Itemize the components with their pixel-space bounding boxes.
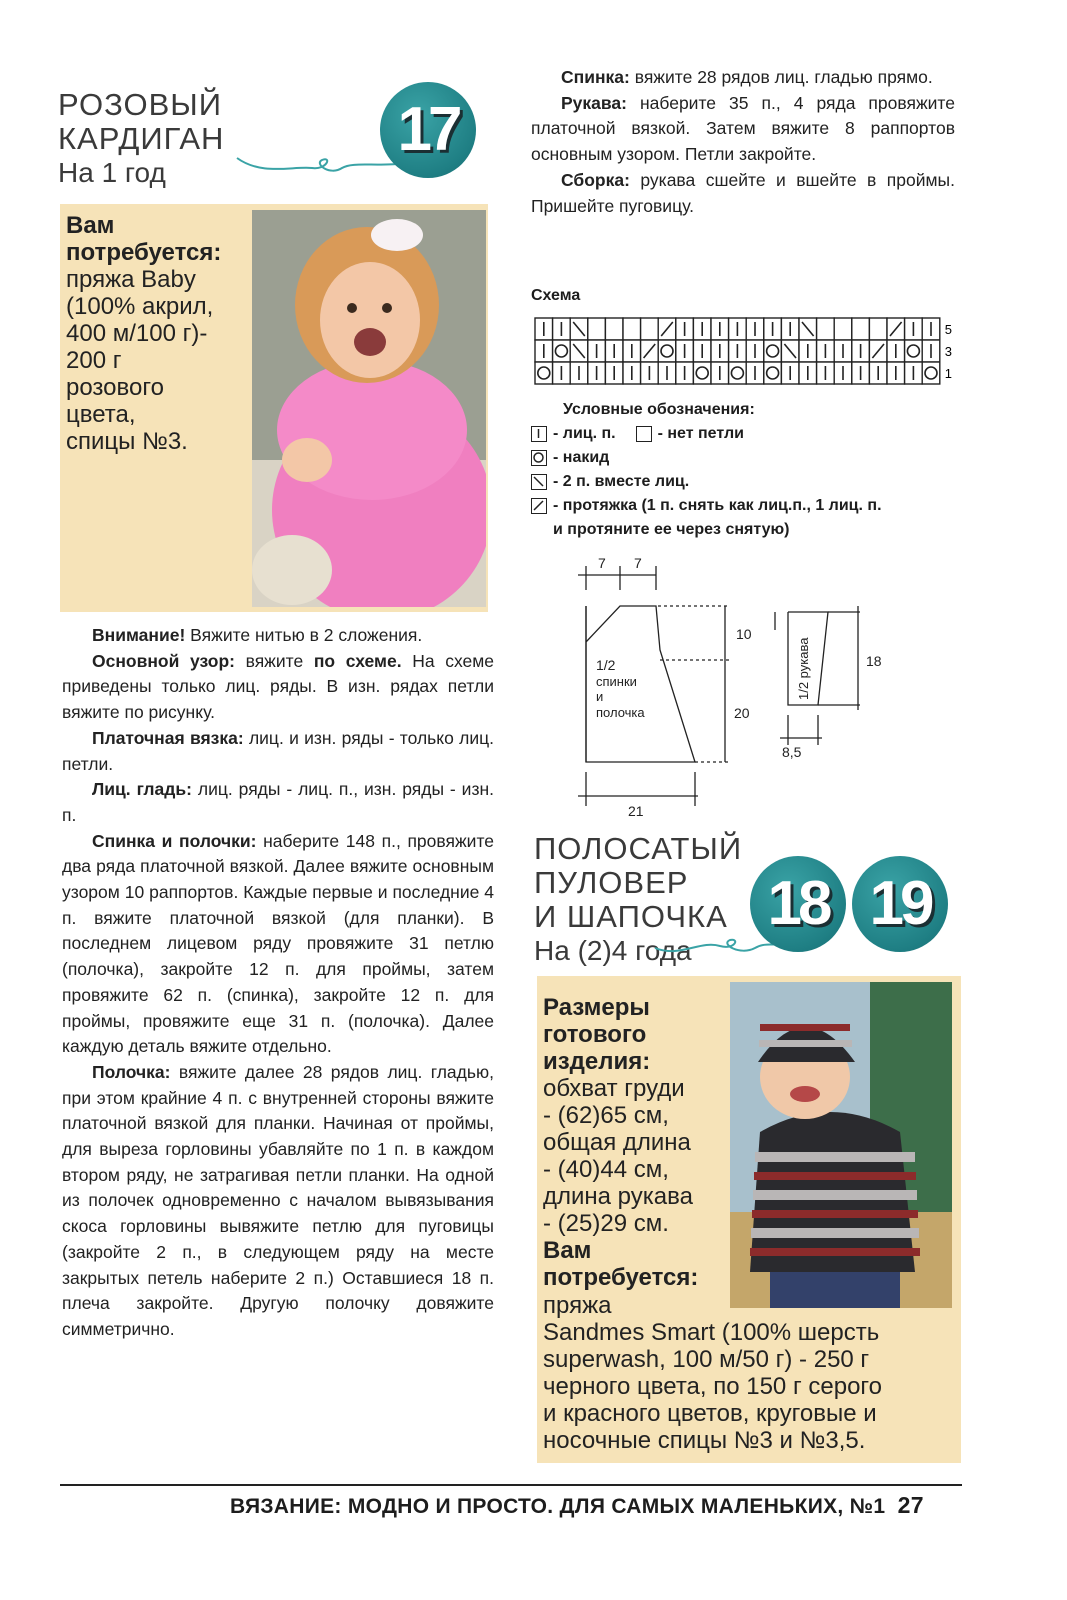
size-line: общая длина bbox=[543, 1129, 691, 1156]
photo-striped-pullover bbox=[730, 982, 952, 1308]
legend-knit: - лиц. п. bbox=[553, 425, 616, 442]
need-heading-2: потребуется: bbox=[543, 1264, 699, 1291]
body-label-1: 1/2 bbox=[596, 657, 616, 673]
need-line: Sandmes Smart (100% шерсть bbox=[543, 1319, 880, 1346]
need-line: цвета, bbox=[66, 401, 136, 428]
legend-title: Условные обозначения: bbox=[563, 401, 755, 418]
sizes-heading-2: готового bbox=[543, 1021, 647, 1048]
footer bbox=[230, 1492, 924, 1519]
knitting-chart bbox=[531, 314, 971, 392]
sleeve-label: 1/2 рукава bbox=[796, 637, 811, 700]
need-line: пряжа bbox=[543, 1292, 612, 1319]
dim-h-bottom: 20 bbox=[734, 705, 750, 721]
chart-cell bbox=[605, 318, 623, 340]
chart-row-number: 1 bbox=[944, 366, 953, 381]
yarn-decoration bbox=[232, 146, 402, 186]
footer-rule bbox=[60, 1484, 962, 1486]
chart-row-number: 5 bbox=[944, 322, 953, 337]
need-line: superwash, 100 м/50 г) - 250 г bbox=[543, 1346, 870, 1373]
chart-cell bbox=[641, 318, 659, 340]
chart-cell bbox=[623, 318, 641, 340]
chart-cell bbox=[588, 318, 606, 340]
dim-sleeve-w: 8,5 bbox=[782, 744, 802, 760]
body-label-4: полочка bbox=[596, 705, 645, 720]
garment-pattern-diagram bbox=[570, 550, 910, 820]
article1-badge: 17 bbox=[380, 82, 476, 178]
size-line: длина рукава bbox=[543, 1183, 693, 1210]
page-number: 27 bbox=[897, 1492, 924, 1518]
dim-sleeve-h: 18 bbox=[866, 653, 882, 669]
k2tog-symbol-icon bbox=[531, 474, 547, 490]
legend-yo: - накид bbox=[553, 449, 610, 466]
size-line: - (62)65 см, bbox=[543, 1102, 669, 1129]
article2-title-line2: ПУЛОВЕР bbox=[534, 865, 689, 900]
schema-label: Схема bbox=[531, 287, 581, 304]
yarn-over-symbol-icon bbox=[531, 450, 547, 466]
paragraph-front: Полочка: вяжите далее 28 рядов лиц. гладью, при этом крайние 4 п. с внутренней стороны вяжите платочной вязкой для планки. Начиная от проймы, для выреза горловины убавляйте по 1 п. в каждом втором ряду, не затрагивая петли планки. На одной из полочек одновременно с началом вывязывания скоса горловины вывяжите петлю для пуговицы (закройте 2 п., в следующем ряду на месте закрытых петель наберите 2 п.) Оставшиеся 18 п. плеча закройте. Другую полочку довяжите симметрично. bbox=[62, 1061, 494, 1339]
need-line: черного цвета, по 150 г серого bbox=[543, 1373, 882, 1400]
psso-symbol-icon bbox=[531, 498, 547, 514]
dim-h-top: 10 bbox=[736, 626, 752, 642]
dim-width: 21 bbox=[628, 803, 644, 819]
need-line: 200 г bbox=[66, 347, 122, 374]
need-heading: Вам bbox=[66, 212, 115, 239]
sizes-heading: Размеры bbox=[543, 994, 650, 1021]
right-column-text bbox=[531, 65, 955, 219]
sizes-heading-3: изделия: bbox=[543, 1048, 651, 1075]
need-heading: Вам bbox=[543, 1237, 592, 1264]
paragraph-stockinette: Лиц. гладь: лиц. ряды - лиц. п., изн. ряды - изн. п. bbox=[62, 779, 494, 825]
body-label-2: спинки bbox=[596, 674, 637, 689]
size-line: - (40)44 см, bbox=[543, 1156, 669, 1183]
chart-cell bbox=[834, 318, 852, 340]
legend-none: - нет петли bbox=[657, 425, 744, 442]
need-line: и красного цветов, круговые и bbox=[543, 1400, 877, 1427]
paragraph-main-pattern: Основной узор: вяжите по схеме. На схеме приведены только лиц. ряды. В изн. рядах петли вяжите по рисунку. bbox=[62, 650, 494, 723]
article2-sizes bbox=[543, 994, 733, 1291]
need-line: носочные спицы №3 и №3,5. bbox=[543, 1427, 866, 1454]
chart-cell bbox=[869, 318, 887, 340]
article2-materials bbox=[543, 1292, 958, 1454]
body-label-3: и bbox=[596, 689, 604, 704]
article1-title-line1: РОЗОВЫЙ bbox=[58, 87, 222, 122]
paragraph-back: Спинка: вяжите 28 рядов лиц. гладью прямо. bbox=[561, 67, 933, 87]
size-line: обхват груди bbox=[543, 1075, 685, 1102]
article2-badge-a: 18 bbox=[750, 856, 846, 952]
legend-psso-2: и протяните ее через снятую) bbox=[553, 521, 790, 538]
chart-row-number: 3 bbox=[944, 344, 953, 359]
article1-subtitle: На 1 год bbox=[58, 157, 166, 188]
paragraph-back-fronts: Спинка и полочки: наберите 148 п., провяжите два ряда платочной вязкой. Далее вяжите основным узором 10 раппортов. Каждые первые и последние 4 п. вяжите платочной вязкой (для планки). В последнем лицевом ряду провяжите 31 петлю (полочка), закройте 12 п. для проймы, затем провяжите 62 п. (спинка), закройте 12 п. для проймы, провяжите еще 31 п. (полочка). Далее каждую деталь вяжите отдельно. bbox=[62, 830, 494, 1057]
size-line: - (25)29 см. bbox=[543, 1210, 669, 1237]
article1-title bbox=[58, 88, 224, 190]
need-line: спицы №3. bbox=[66, 428, 188, 455]
knit-symbol-icon bbox=[531, 426, 547, 442]
article1-materials bbox=[66, 212, 252, 455]
footer-title: ВЯЗАНИЕ: МОДНО И ПРОСТО. ДЛЯ САМЫХ МАЛЕНЬКИХ, №1 bbox=[230, 1495, 886, 1518]
dim-top-a: 7 bbox=[598, 555, 606, 571]
left-column-text bbox=[62, 623, 494, 1343]
need-heading-2: потребуется: bbox=[66, 239, 222, 266]
paragraph-attention: Внимание! Вяжите нитью в 2 сложения. bbox=[92, 625, 423, 645]
article2-title-line3: И ШАПОЧКА bbox=[534, 899, 728, 934]
paragraph-sleeves: Рукава: наберите 35 п., 4 ряда провяжите платочной вязкой. Затем вяжите 8 раппортов основным узором. Петли закройте. bbox=[531, 92, 955, 165]
article2-subtitle: На (2)4 года bbox=[534, 935, 692, 966]
legend-k2tog: - 2 п. вместе лиц. bbox=[553, 473, 690, 490]
article2-badge-b: 19 bbox=[852, 856, 948, 952]
need-line: пряжа Baby bbox=[66, 266, 196, 293]
need-line: 400 м/100 г)- bbox=[66, 320, 208, 347]
need-line: (100% акрил, bbox=[66, 293, 214, 320]
need-line: розового bbox=[66, 374, 164, 401]
paragraph-assembly: Сборка: рукава сшейте и вшейте в проймы. Пришейте пуговицу. bbox=[531, 169, 955, 216]
photo-pink-cardigan bbox=[252, 210, 486, 607]
chart-cell bbox=[852, 318, 870, 340]
no-stitch-symbol-icon bbox=[636, 426, 652, 442]
paragraph-garter: Платочная вязка: лиц. и изн. ряды - только лиц. петли. bbox=[62, 727, 494, 774]
article1-title-line2: КАРДИГАН bbox=[58, 121, 225, 156]
dim-top-b: 7 bbox=[634, 555, 642, 571]
chart-legend bbox=[531, 398, 971, 542]
article2-title-line1: ПОЛОСАТЫЙ bbox=[534, 831, 743, 866]
chart-cell bbox=[817, 318, 835, 340]
legend-psso-1: - протяжка (1 п. снять как лиц.п., 1 лиц. п. bbox=[553, 497, 882, 514]
